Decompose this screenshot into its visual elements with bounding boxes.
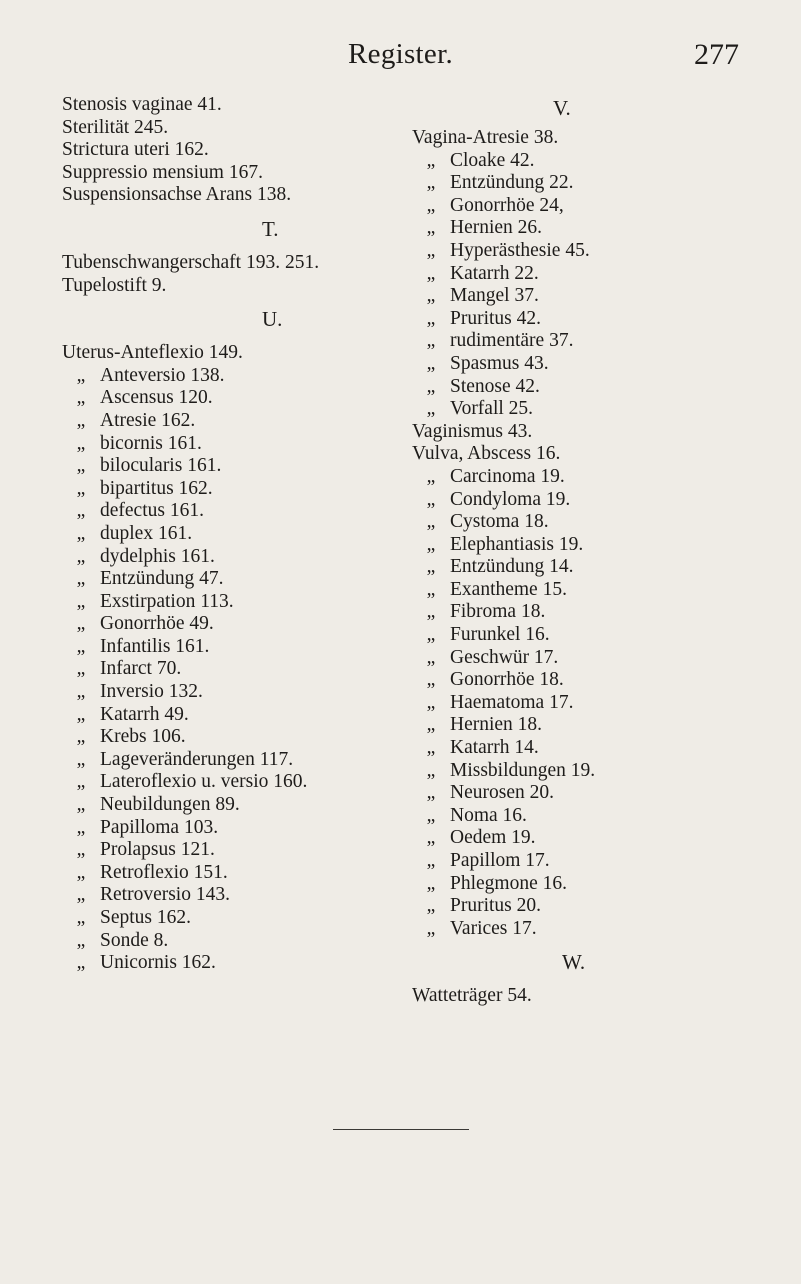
index-subentry xyxy=(412,534,595,557)
ditto-mark: „ xyxy=(76,703,86,725)
index-subentry xyxy=(62,862,319,885)
index-entry: Watteträger 54. xyxy=(412,985,532,1007)
index-subentry xyxy=(412,489,595,512)
index-subentry xyxy=(62,410,319,433)
index-subentry xyxy=(412,263,595,286)
index-subentry xyxy=(412,150,595,173)
ditto-mark: „ xyxy=(76,409,86,431)
subentry-text: bilocularis 161. xyxy=(100,455,222,477)
ditto-mark: „ xyxy=(76,568,86,590)
index-subentry xyxy=(412,511,595,534)
ditto-mark: „ xyxy=(426,782,436,804)
subentry-text: Septus 162. xyxy=(100,907,192,928)
index-subentry xyxy=(412,466,595,489)
subentry-text: Hernien 18. xyxy=(450,714,543,736)
subentry-text: Elephantiasis 19. xyxy=(450,533,584,555)
index-entry: Suspensionsachse Arans 138. xyxy=(62,184,292,206)
subentry-text: Unicornis 162. xyxy=(100,952,216,974)
index-subentry xyxy=(412,714,595,737)
index-subentry xyxy=(412,579,595,602)
index-group-s xyxy=(62,94,319,207)
ditto-mark: „ xyxy=(426,533,436,555)
subentry-text: Pruritus 42. xyxy=(450,307,542,329)
ditto-mark: „ xyxy=(76,861,86,883)
subentry-text: Mangel 37. xyxy=(450,285,539,307)
ditto-mark: „ xyxy=(426,556,436,578)
index-subentry xyxy=(412,217,595,240)
page-number: 277 xyxy=(694,38,739,71)
index-subentry xyxy=(62,704,319,727)
index-entry: Suppressio mensium 167. xyxy=(62,161,263,183)
index-subentry xyxy=(412,624,595,647)
index-subentry xyxy=(412,873,595,896)
index-subentry xyxy=(62,817,319,840)
subentry-text: Papillom 17. xyxy=(450,850,550,871)
subentry-text: Lageveränderungen 117. xyxy=(100,748,294,770)
index-subentry xyxy=(62,387,319,410)
index-subentry xyxy=(412,805,595,828)
section-letter-v: V. xyxy=(553,96,571,120)
left-column xyxy=(62,94,319,975)
ditto-mark: „ xyxy=(426,307,436,329)
ditto-mark: „ xyxy=(76,748,86,770)
index-subentries-vulva xyxy=(412,466,595,940)
subentry-text: Katarrh 22. xyxy=(450,262,539,284)
index-subentry xyxy=(412,918,595,941)
subentry-text: Entzündung 14. xyxy=(450,556,574,578)
subentry-text: Condyloma 19. xyxy=(450,488,571,510)
subentry-text: Furunkel 16. xyxy=(450,624,550,646)
index-subentry xyxy=(412,647,595,670)
subentry-text: bipartitus 162. xyxy=(100,477,213,499)
subentry-text: Fibroma 18. xyxy=(450,601,546,623)
index-subentry xyxy=(412,556,595,579)
ditto-mark: „ xyxy=(426,895,436,917)
index-subentry xyxy=(412,172,595,195)
ditto-mark: „ xyxy=(76,432,86,454)
subentry-text: dydelphis 161. xyxy=(100,545,215,567)
page-header xyxy=(0,38,801,78)
ditto-mark: „ xyxy=(426,398,436,420)
index-subentry xyxy=(412,760,595,783)
ditto-mark: „ xyxy=(76,929,86,951)
ditto-mark: „ xyxy=(76,590,86,612)
index-entry-head: Uterus-Anteflexio 149. xyxy=(62,342,243,364)
ditto-mark: „ xyxy=(426,646,436,668)
subentry-text: Katarrh 49. xyxy=(100,703,189,725)
ditto-mark: „ xyxy=(426,172,436,194)
ditto-mark: „ xyxy=(426,217,436,239)
subentry-text: Katarrh 14. xyxy=(450,737,539,759)
ditto-mark: „ xyxy=(76,455,86,477)
index-entry: Tupelostift 9. xyxy=(62,274,167,296)
index-subentry xyxy=(412,669,595,692)
subentry-text: defectus 161. xyxy=(100,500,204,522)
subentry-text: Infarct 70. xyxy=(100,658,182,680)
index-subentry xyxy=(412,240,595,263)
subentry-text: Neubildungen 89. xyxy=(100,794,240,816)
index-subentry xyxy=(412,398,595,421)
ditto-mark: „ xyxy=(76,500,86,522)
subentry-text: Vorfall 25. xyxy=(450,398,534,420)
index-subentry xyxy=(62,636,319,659)
subentry-text: rudimentäre 37. xyxy=(450,330,574,352)
subentry-text: Exantheme 15. xyxy=(450,578,567,600)
index-subentry xyxy=(62,613,319,636)
index-subentry xyxy=(412,330,595,353)
index-subentry xyxy=(412,850,595,873)
index-subentry xyxy=(62,839,319,862)
ditto-mark: „ xyxy=(426,872,436,894)
ditto-mark: „ xyxy=(76,839,86,861)
index-subentry xyxy=(412,353,595,376)
index-subentry xyxy=(62,568,319,591)
subentry-text: Geschwür 17. xyxy=(450,646,559,668)
ditto-mark: „ xyxy=(426,827,436,849)
ditto-mark: „ xyxy=(76,387,86,409)
ditto-mark: „ xyxy=(76,907,86,928)
ditto-mark: „ xyxy=(76,613,86,635)
index-subentry xyxy=(412,737,595,760)
index-subentry xyxy=(62,500,319,523)
index-subentry xyxy=(62,930,319,953)
subentry-text: Haematoma 17. xyxy=(450,691,574,713)
index-subentry xyxy=(412,376,595,399)
ditto-mark: „ xyxy=(426,850,436,871)
ditto-mark: „ xyxy=(426,352,436,374)
right-column xyxy=(412,127,595,1008)
index-subentry xyxy=(62,952,319,975)
ditto-mark: „ xyxy=(426,330,436,352)
subentry-text: Noma 16. xyxy=(450,804,527,826)
index-subentry xyxy=(62,546,319,569)
subentry-text: Ascensus 120. xyxy=(100,387,213,409)
ditto-mark: „ xyxy=(426,149,436,171)
index-subentry xyxy=(62,433,319,456)
subentry-text: Neurosen 20. xyxy=(450,782,554,804)
index-subentry xyxy=(62,726,319,749)
subentry-text: duplex 161. xyxy=(100,522,193,544)
index-subentry xyxy=(412,827,595,850)
ditto-mark: „ xyxy=(426,285,436,307)
subentry-text: Spasmus 43. xyxy=(450,352,549,374)
subentry-text: Gonorrhöe 49. xyxy=(100,613,214,635)
subentry-text: Carcinoma 19. xyxy=(450,465,565,487)
ditto-mark: „ xyxy=(426,262,436,284)
ditto-mark: „ xyxy=(76,794,86,816)
index-subentries-vagina xyxy=(412,150,595,421)
index-subentry xyxy=(412,195,595,218)
ditto-mark: „ xyxy=(426,759,436,781)
ditto-mark: „ xyxy=(426,511,436,533)
subentry-text: Cystoma 18. xyxy=(450,511,549,533)
ditto-mark: „ xyxy=(76,884,86,906)
index-group-t xyxy=(62,252,319,297)
subentry-text: Gonorrhöe 24, xyxy=(450,194,564,216)
index-entry: Stenosis vaginae 41. xyxy=(62,94,222,115)
subentry-text: Lateroflexio u. versio 160. xyxy=(100,771,308,793)
subentry-text: Missbildungen 19. xyxy=(450,759,596,781)
ditto-mark: „ xyxy=(426,804,436,826)
subentry-text: Prolapsus 121. xyxy=(100,839,215,861)
index-subentries-uterus xyxy=(62,365,319,975)
subentry-text: Hyperästhesie 45. xyxy=(450,239,590,261)
index-subentry xyxy=(412,285,595,308)
subentry-text: Pruritus 20. xyxy=(450,895,542,917)
subentry-text: Atresie 162. xyxy=(100,409,196,431)
subentry-text: Exstirpation 113. xyxy=(100,590,234,612)
subentry-text: Cloake 42. xyxy=(450,149,535,171)
ditto-mark: „ xyxy=(426,488,436,510)
index-subentry xyxy=(62,884,319,907)
index-subentry xyxy=(62,681,319,704)
ditto-mark: „ xyxy=(426,578,436,600)
ditto-mark: „ xyxy=(76,726,86,748)
subentry-text: Oedem 19. xyxy=(450,827,536,849)
ditto-mark: „ xyxy=(76,545,86,567)
subentry-text: Varices 17. xyxy=(450,917,537,939)
index-subentry xyxy=(412,895,595,918)
running-title: Register. xyxy=(348,38,453,70)
section-letter-u: U. xyxy=(262,307,283,332)
ditto-mark: „ xyxy=(426,624,436,646)
index-subentry xyxy=(62,591,319,614)
subentry-text: Hernien 26. xyxy=(450,217,543,239)
ditto-mark: „ xyxy=(426,375,436,397)
index-subentry xyxy=(62,771,319,794)
ditto-mark: „ xyxy=(426,714,436,736)
subentry-text: Infantilis 161. xyxy=(100,635,210,657)
index-subentry xyxy=(62,455,319,478)
index-entry: Tubenschwangerschaft 193. 251. xyxy=(62,251,320,273)
subentry-text: Inversio 132. xyxy=(100,681,203,703)
subentry-text: Stenose 42. xyxy=(450,375,540,397)
ditto-mark: „ xyxy=(76,681,86,703)
ditto-mark: „ xyxy=(76,771,86,793)
subentry-text: bicornis 161. xyxy=(100,432,202,454)
index-subentry xyxy=(412,308,595,331)
subentry-text: Sonde 8. xyxy=(100,929,169,951)
subentry-text: Entzündung 47. xyxy=(100,568,224,590)
index-subentry xyxy=(62,907,319,930)
ditto-mark: „ xyxy=(426,194,436,216)
ditto-mark: „ xyxy=(426,737,436,759)
footer-rule xyxy=(333,1129,469,1130)
index-entry: Vaginismus 43. xyxy=(412,420,533,442)
ditto-mark: „ xyxy=(76,658,86,680)
ditto-mark: „ xyxy=(426,917,436,939)
section-letter-w: W. xyxy=(562,950,586,975)
ditto-mark: „ xyxy=(426,601,436,623)
ditto-mark: „ xyxy=(426,669,436,691)
index-subentry xyxy=(62,749,319,772)
index-entry: Sterilität 245. xyxy=(62,116,169,138)
ditto-mark: „ xyxy=(76,635,86,657)
ditto-mark: „ xyxy=(76,522,86,544)
ditto-mark: „ xyxy=(426,239,436,261)
subentry-text: Phlegmone 16. xyxy=(450,872,567,894)
index-subentry xyxy=(412,782,595,805)
index-entry-head: Vagina-Atresie 38. xyxy=(412,127,559,148)
index-subentry xyxy=(412,692,595,715)
index-subentry xyxy=(62,478,319,501)
subentry-text: Papilloma 103. xyxy=(100,816,219,838)
ditto-mark: „ xyxy=(76,477,86,499)
subentry-text: Retroflexio 151. xyxy=(100,861,228,883)
subentry-text: Anteversio 138. xyxy=(100,364,225,386)
index-subentry xyxy=(412,601,595,624)
index-entry: Strictura uteri 162. xyxy=(62,139,209,161)
subentry-text: Krebs 106. xyxy=(100,726,186,748)
index-subentry xyxy=(62,523,319,546)
section-letter-t: T. xyxy=(262,216,279,241)
ditto-mark: „ xyxy=(426,465,436,487)
subentry-text: Retroversio 143. xyxy=(100,884,230,906)
index-subentry xyxy=(62,794,319,817)
subentry-text: Entzündung 22. xyxy=(450,172,574,194)
index-subentry xyxy=(62,658,319,681)
subentry-text: Gonorrhöe 18. xyxy=(450,669,564,691)
ditto-mark: „ xyxy=(76,952,86,974)
ditto-mark: „ xyxy=(76,364,86,386)
index-entry-head: Vulva, Abscess 16. xyxy=(412,443,561,465)
index-subentry xyxy=(62,365,319,388)
ditto-mark: „ xyxy=(426,691,436,713)
ditto-mark: „ xyxy=(76,816,86,838)
